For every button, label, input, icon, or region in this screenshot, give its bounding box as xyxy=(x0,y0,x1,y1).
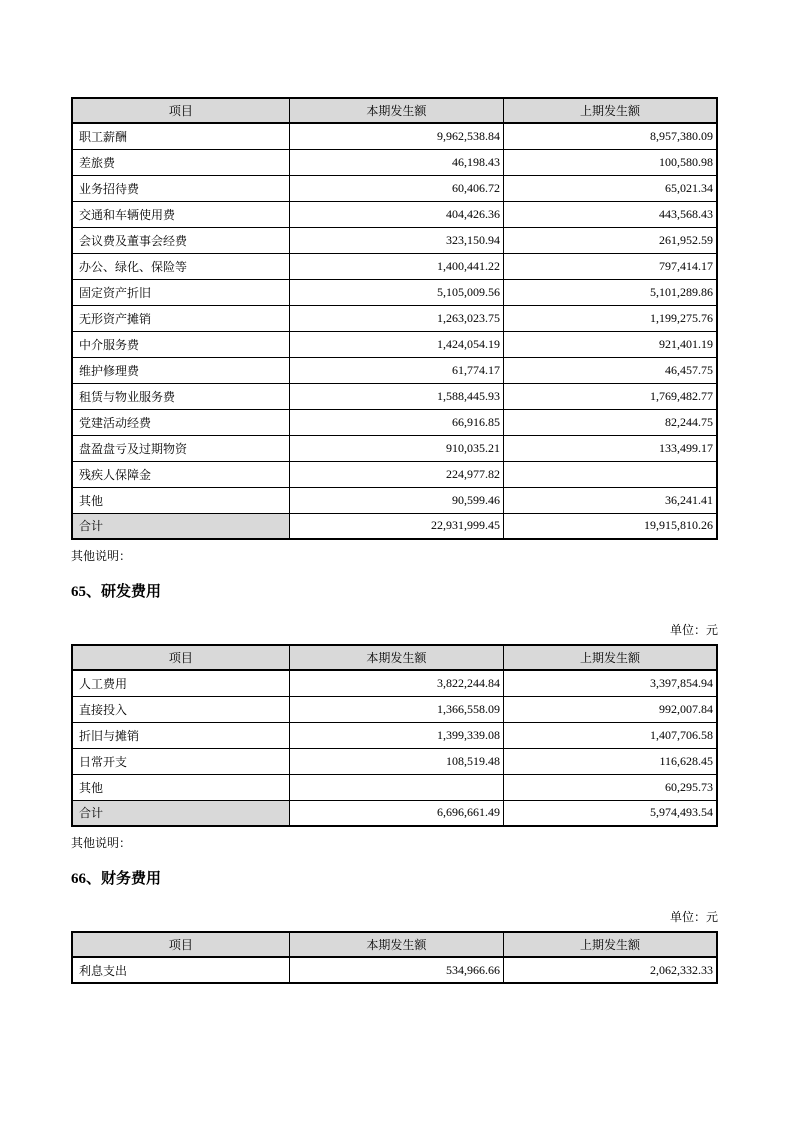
table-row xyxy=(72,435,717,461)
table-header-row xyxy=(72,645,717,670)
table-row xyxy=(72,123,717,149)
table-row xyxy=(72,957,717,983)
prior-amount-cell: 36,241.41 xyxy=(503,487,717,513)
table-row xyxy=(72,253,717,279)
table-row xyxy=(72,201,717,227)
table-row xyxy=(72,305,717,331)
total-row xyxy=(72,513,717,539)
current-amount-cell: 60,406.72 xyxy=(289,175,503,201)
row-label-cell: 交通和车辆使用费 xyxy=(72,201,289,227)
current-amount-cell xyxy=(289,774,503,800)
column-header: 项目 xyxy=(72,98,289,123)
prior-amount-cell: 261,952.59 xyxy=(503,227,717,253)
row-label-cell: 维护修理费 xyxy=(72,357,289,383)
table-row xyxy=(72,227,717,253)
column-header: 上期发生额 xyxy=(503,645,717,670)
row-label-cell: 会议费及董事会经费 xyxy=(72,227,289,253)
row-label-cell: 业务招待费 xyxy=(72,175,289,201)
expense-table xyxy=(71,931,718,984)
column-header: 项目 xyxy=(72,645,289,670)
table-row xyxy=(72,748,717,774)
section-heading: 65、研发费用 xyxy=(71,584,162,600)
current-amount-cell: 323,150.94 xyxy=(289,227,503,253)
table-header-row xyxy=(72,98,717,123)
table-row xyxy=(72,461,717,487)
row-label-cell: 合计 xyxy=(72,800,289,826)
current-amount-cell: 90,599.46 xyxy=(289,487,503,513)
table-row xyxy=(72,670,717,696)
row-label-cell: 职工薪酬 xyxy=(72,123,289,149)
table-row xyxy=(72,487,717,513)
current-amount-cell: 1,366,558.09 xyxy=(289,696,503,722)
row-label-cell: 直接投入 xyxy=(72,696,289,722)
current-amount-cell: 224,977.82 xyxy=(289,461,503,487)
expense-table xyxy=(71,644,718,827)
current-amount-cell: 6,696,661.49 xyxy=(289,800,503,826)
current-amount-cell: 534,966.66 xyxy=(289,957,503,983)
section-heading: 66、财务费用 xyxy=(71,871,162,887)
prior-amount-cell: 116,628.45 xyxy=(503,748,717,774)
unit-label: 单位：元 xyxy=(669,623,718,637)
table-row xyxy=(72,409,717,435)
column-header: 本期发生额 xyxy=(289,932,503,957)
row-label-cell: 折旧与摊销 xyxy=(72,722,289,748)
table-header xyxy=(72,932,717,957)
table-row xyxy=(72,774,717,800)
table-header xyxy=(72,645,717,670)
current-amount-cell: 108,519.48 xyxy=(289,748,503,774)
row-label-cell: 固定资产折旧 xyxy=(72,279,289,305)
current-amount-cell: 3,822,244.84 xyxy=(289,670,503,696)
row-label-cell: 其他 xyxy=(72,487,289,513)
other-notes-label: 其他说明： xyxy=(71,549,132,563)
total-row xyxy=(72,800,717,826)
current-amount-cell: 9,962,538.84 xyxy=(289,123,503,149)
row-label-cell: 租赁与物业服务费 xyxy=(72,383,289,409)
prior-amount-cell: 1,407,706.58 xyxy=(503,722,717,748)
current-amount-cell: 910,035.21 xyxy=(289,435,503,461)
column-header: 本期发生额 xyxy=(289,98,503,123)
prior-amount-cell: 797,414.17 xyxy=(503,253,717,279)
current-amount-cell: 46,198.43 xyxy=(289,149,503,175)
row-label-cell: 无形资产摊销 xyxy=(72,305,289,331)
table-header xyxy=(72,98,717,123)
row-label-cell: 合计 xyxy=(72,513,289,539)
current-amount-cell: 66,916.85 xyxy=(289,409,503,435)
current-amount-cell: 1,588,445.93 xyxy=(289,383,503,409)
column-header: 本期发生额 xyxy=(289,645,503,670)
prior-amount-cell: 82,244.75 xyxy=(503,409,717,435)
current-amount-cell: 1,400,441.22 xyxy=(289,253,503,279)
table-header-row xyxy=(72,932,717,957)
expense-table xyxy=(71,97,718,540)
prior-amount-cell: 1,769,482.77 xyxy=(503,383,717,409)
row-label-cell: 人工费用 xyxy=(72,670,289,696)
row-label-cell: 差旅费 xyxy=(72,149,289,175)
prior-amount-cell xyxy=(503,461,717,487)
prior-amount-cell: 5,101,289.86 xyxy=(503,279,717,305)
prior-amount-cell: 2,062,332.33 xyxy=(503,957,717,983)
other-notes-label: 其他说明： xyxy=(71,836,132,850)
prior-amount-cell: 443,568.43 xyxy=(503,201,717,227)
current-amount-cell: 1,263,023.75 xyxy=(289,305,503,331)
page-content xyxy=(71,97,718,984)
row-label-cell: 盘盈盘亏及过期物资 xyxy=(72,435,289,461)
current-amount-cell: 1,424,054.19 xyxy=(289,331,503,357)
unit-label: 单位：元 xyxy=(669,910,718,924)
prior-amount-cell: 19,915,810.26 xyxy=(503,513,717,539)
row-label-cell: 办公、绿化、保险等 xyxy=(72,253,289,279)
prior-amount-cell: 46,457.75 xyxy=(503,357,717,383)
column-header: 项目 xyxy=(72,932,289,957)
prior-amount-cell: 921,401.19 xyxy=(503,331,717,357)
table-row xyxy=(72,149,717,175)
prior-amount-cell: 5,974,493.54 xyxy=(503,800,717,826)
prior-amount-cell: 1,199,275.76 xyxy=(503,305,717,331)
row-label-cell: 利息支出 xyxy=(72,957,289,983)
current-amount-cell: 61,774.17 xyxy=(289,357,503,383)
prior-amount-cell: 3,397,854.94 xyxy=(503,670,717,696)
column-header: 上期发生额 xyxy=(503,98,717,123)
row-label-cell: 中介服务费 xyxy=(72,331,289,357)
prior-amount-cell: 133,499.17 xyxy=(503,435,717,461)
row-label-cell: 日常开支 xyxy=(72,748,289,774)
prior-amount-cell: 65,021.34 xyxy=(503,175,717,201)
current-amount-cell: 22,931,999.45 xyxy=(289,513,503,539)
table-row xyxy=(72,722,717,748)
table-body xyxy=(72,123,717,539)
table-row xyxy=(72,357,717,383)
table-row xyxy=(72,383,717,409)
prior-amount-cell: 992,007.84 xyxy=(503,696,717,722)
row-label-cell: 其他 xyxy=(72,774,289,800)
table-row xyxy=(72,331,717,357)
column-header: 上期发生额 xyxy=(503,932,717,957)
current-amount-cell: 5,105,009.56 xyxy=(289,279,503,305)
table-row xyxy=(72,175,717,201)
prior-amount-cell: 60,295.73 xyxy=(503,774,717,800)
table-row xyxy=(72,279,717,305)
current-amount-cell: 404,426.36 xyxy=(289,201,503,227)
row-label-cell: 残疾人保障金 xyxy=(72,461,289,487)
table-body xyxy=(72,957,717,983)
table-body xyxy=(72,670,717,826)
table-row xyxy=(72,696,717,722)
prior-amount-cell: 100,580.98 xyxy=(503,149,717,175)
prior-amount-cell: 8,957,380.09 xyxy=(503,123,717,149)
row-label-cell: 党建活动经费 xyxy=(72,409,289,435)
current-amount-cell: 1,399,339.08 xyxy=(289,722,503,748)
